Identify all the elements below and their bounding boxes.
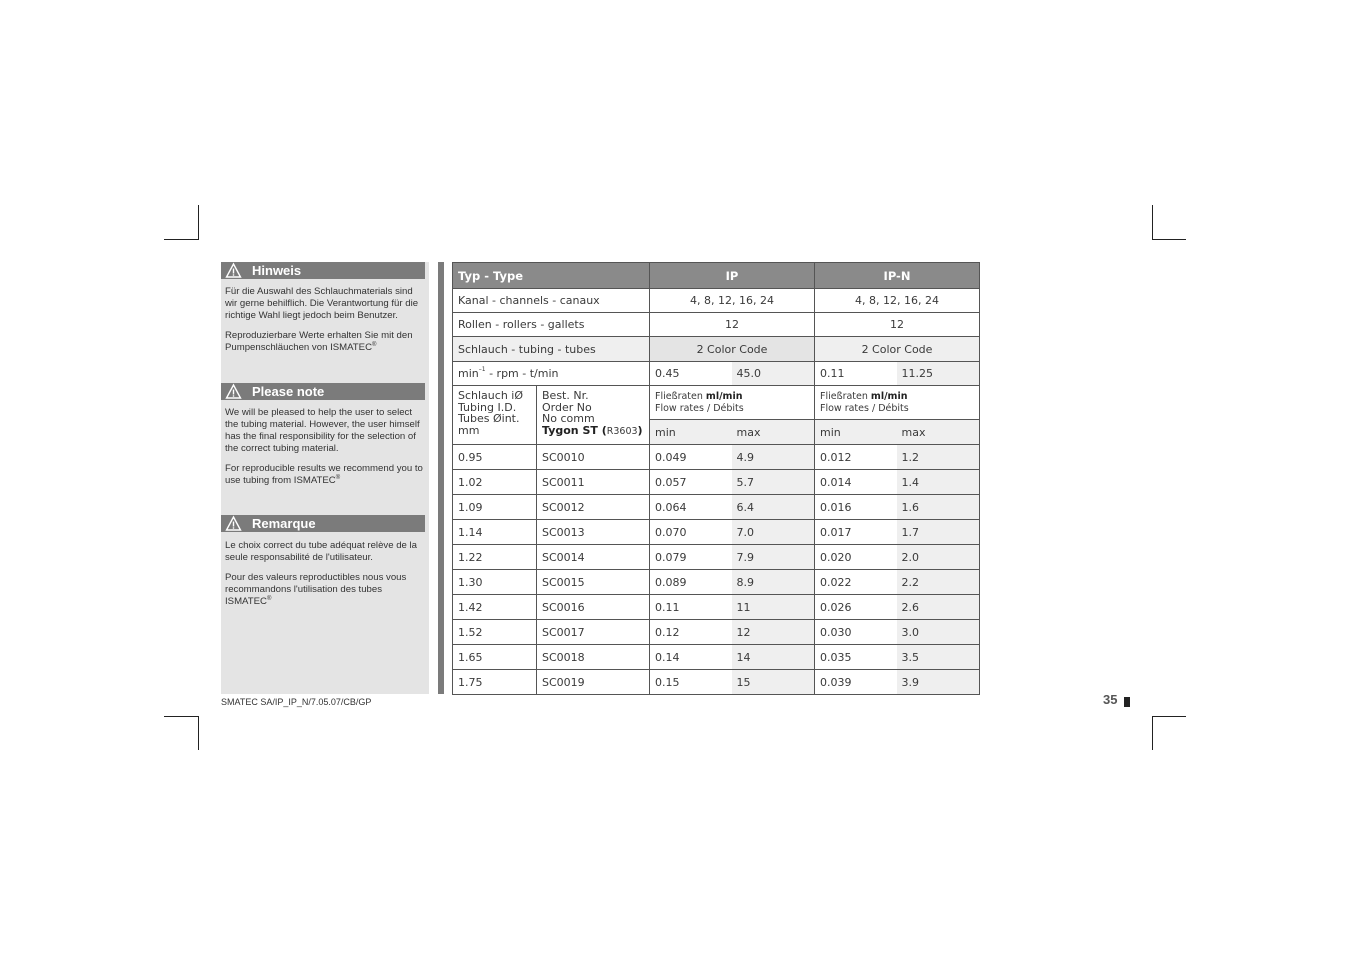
ipn-max-cell: 2.2: [897, 570, 980, 595]
tube-id-cell: 0.95: [453, 445, 537, 470]
tube-id-cell: 1.02: [453, 470, 537, 495]
ipn-max-cell: 1.2: [897, 445, 980, 470]
table-row: [453, 545, 980, 570]
table-row: [453, 595, 980, 620]
ip-min-cell: 0.15: [650, 670, 732, 695]
tube-id-cell: 1.75: [453, 670, 537, 695]
crop-mark-bottom-left-v: [198, 716, 199, 750]
ipn-min-cell: 0.030: [815, 620, 897, 645]
crop-mark-top-right-h: [1152, 239, 1186, 240]
tube-id-cell: 1.52: [453, 620, 537, 645]
note-paragraph: Le choix correct du tube adéquat relève de la seule responsabilité de l'utilisateur.: [225, 540, 418, 563]
tubing-row: [453, 337, 980, 362]
warning-icon: [225, 383, 242, 400]
ip-max-cell: 15: [732, 670, 815, 695]
table-row: [453, 620, 980, 645]
order-no-cell: SC0017: [537, 620, 650, 645]
warning-icon: [225, 262, 242, 279]
channels-row: [453, 289, 980, 313]
ip-min-cell: 0.11: [650, 595, 732, 620]
ipn-min-cell: 0.022: [815, 570, 897, 595]
note-heading-remarque: [221, 515, 425, 532]
ip-max-cell: 12: [732, 620, 815, 645]
ipn-min-cell: 0.016: [815, 495, 897, 520]
table-row: [453, 670, 980, 695]
ipn-min-cell: 0.035: [815, 645, 897, 670]
ipn-min-cell: 0.012: [815, 445, 897, 470]
rollers-ip: 12: [650, 313, 815, 337]
crop-mark-top-left-v: [198, 205, 199, 240]
tubing-label: Schlauch - tubing - tubes: [453, 337, 650, 362]
ipn-min-cell: 0.017: [815, 520, 897, 545]
order-no-header: Best. Nr. Order No No comm Tygon ST (R3603): [537, 386, 650, 445]
ip-min-header: min: [650, 420, 732, 445]
data-rows: [453, 445, 980, 695]
ip-min-cell: 0.057: [650, 470, 732, 495]
warning-icon: [225, 515, 242, 532]
ip-max-cell: 7.9: [732, 545, 815, 570]
order-no-cell: SC0011: [537, 470, 650, 495]
table-row: [453, 495, 980, 520]
rollers-row: [453, 313, 980, 337]
crop-mark-top-right-v: [1152, 205, 1153, 240]
table-header-row: [453, 263, 980, 289]
table-row: [453, 520, 980, 545]
tubing-ip: 2 Color Code: [650, 337, 815, 362]
tubing-ipn: 2 Color Code: [815, 337, 980, 362]
ip-min-cell: 0.12: [650, 620, 732, 645]
order-no-cell: SC0013: [537, 520, 650, 545]
tube-id-cell: 1.65: [453, 645, 537, 670]
channels-ip: 4, 8, 12, 16, 24: [650, 289, 815, 313]
ip-max-cell: 14: [732, 645, 815, 670]
ipn-min-cell: 0.026: [815, 595, 897, 620]
rpm-row: [453, 362, 980, 386]
ipn-max-cell: 2.6: [897, 595, 980, 620]
rpm-ip-min: 0.45: [650, 362, 732, 386]
note-heading-please-note: [221, 383, 425, 400]
table-row: [453, 645, 980, 670]
crop-mark-bottom-right-h: [1152, 716, 1186, 717]
note-title: Remarque: [252, 516, 316, 531]
ip-max-cell: 7.0: [732, 520, 815, 545]
rpm-ipn-max: 11.25: [897, 362, 980, 386]
note-title: Hinweis: [252, 263, 302, 278]
rpm-ip-max: 45.0: [732, 362, 815, 386]
note-body-please-note: [225, 407, 425, 495]
table-row: [453, 570, 980, 595]
tube-id-cell: 1.42: [453, 595, 537, 620]
order-no-cell: SC0019: [537, 670, 650, 695]
crop-mark-top-left-h: [164, 239, 199, 240]
page-marker: [1124, 697, 1130, 707]
divider-bar: [438, 262, 444, 694]
ip-max-cell: 8.9: [732, 570, 815, 595]
tube-id-cell: 1.09: [453, 495, 537, 520]
type-header: Typ - Type: [453, 263, 650, 289]
note-paragraph: For reproducible results we recommend you to use tubing from ISMATEC®: [225, 463, 423, 486]
ip-min-cell: 0.064: [650, 495, 732, 520]
document-reference: SMATEC SA/IP_IP_N/7.05.07/CB/GP: [221, 697, 372, 707]
page-number: 35: [1103, 692, 1118, 707]
table-row: [453, 470, 980, 495]
note-title: Please note: [252, 384, 325, 399]
order-no-cell: SC0018: [537, 645, 650, 670]
order-no-cell: SC0015: [537, 570, 650, 595]
ip-max-cell: 6.4: [732, 495, 815, 520]
order-no-cell: SC0014: [537, 545, 650, 570]
flow-rates-ip-header: Fließraten ml/min Flow rates / Débits: [650, 386, 815, 420]
note-paragraph: Reproduzierbare Werte erhalten Sie mit den Pumpenschläuchen von ISMATEC®: [225, 330, 413, 353]
ipn-max-header: max: [897, 420, 980, 445]
ip-min-cell: 0.070: [650, 520, 732, 545]
rollers-ipn: 12: [815, 313, 980, 337]
ipn-max-cell: 3.0: [897, 620, 980, 645]
ipn-max-cell: 3.9: [897, 670, 980, 695]
channels-label: Kanal - channels - canaux: [453, 289, 650, 313]
ip-max-cell: 11: [732, 595, 815, 620]
table-row: [453, 445, 980, 470]
ip-min-cell: 0.079: [650, 545, 732, 570]
ipn-min-cell: 0.039: [815, 670, 897, 695]
ipn-max-cell: 1.6: [897, 495, 980, 520]
order-no-cell: SC0016: [537, 595, 650, 620]
ipn-min-header: min: [815, 420, 897, 445]
note-body-hinweis: [225, 286, 425, 362]
channels-ipn: 4, 8, 12, 16, 24: [815, 289, 980, 313]
ip-max-cell: 4.9: [732, 445, 815, 470]
tube-id-cell: 1.30: [453, 570, 537, 595]
flow-rates-ipn-header: Fließraten ml/min Flow rates / Débits: [815, 386, 980, 420]
ipn-min-cell: 0.014: [815, 470, 897, 495]
ip-max-cell: 5.7: [732, 470, 815, 495]
pump-spec-table: [452, 262, 980, 695]
ip-min-cell: 0.049: [650, 445, 732, 470]
note-heading-hinweis: [221, 262, 425, 279]
note-body-remarque: [225, 540, 425, 616]
rpm-label: $\min^{-1}$ - rpm - t/min: [453, 362, 650, 386]
ipn-max-cell: 3.5: [897, 645, 980, 670]
order-no-cell: SC0012: [537, 495, 650, 520]
column-head-row: [453, 386, 980, 420]
ipn-max-cell: 2.0: [897, 545, 980, 570]
note-paragraph: Für die Auswahl des Schlauchmaterials sind wir gerne behilflich. Die Verantwortung für die richtige Wahl liegt jedoch beim Benutzer.: [225, 286, 419, 321]
rpm-ipn-min: 0.11: [815, 362, 897, 386]
ip-max-header: max: [732, 420, 815, 445]
crop-mark-bottom-left-h: [164, 716, 199, 717]
note-paragraph: We will be pleased to help the user to select the tubing material. However, the user himself has the final responsibility for the selection of the correct tubing material.: [225, 407, 420, 454]
ipn-header: IP-N: [815, 263, 980, 289]
ipn-max-cell: 1.4: [897, 470, 980, 495]
ipn-max-cell: 1.7: [897, 520, 980, 545]
ip-min-cell: 0.089: [650, 570, 732, 595]
rollers-label: Rollen - rollers - gallets: [453, 313, 650, 337]
ip-min-cell: 0.14: [650, 645, 732, 670]
ip-header: IP: [650, 263, 815, 289]
order-no-cell: SC0010: [537, 445, 650, 470]
note-paragraph: Pour des valeurs reproductibles nous vous recommandons l'utilisation des tubes ISMATEC®: [225, 572, 407, 607]
tube-id-header: Schlauch iØ Tubing I.D. Tubes Øint. mm: [453, 386, 537, 445]
ipn-min-cell: 0.020: [815, 545, 897, 570]
tube-id-cell: 1.22: [453, 545, 537, 570]
crop-mark-bottom-right-v: [1152, 716, 1153, 750]
tube-id-cell: 1.14: [453, 520, 537, 545]
